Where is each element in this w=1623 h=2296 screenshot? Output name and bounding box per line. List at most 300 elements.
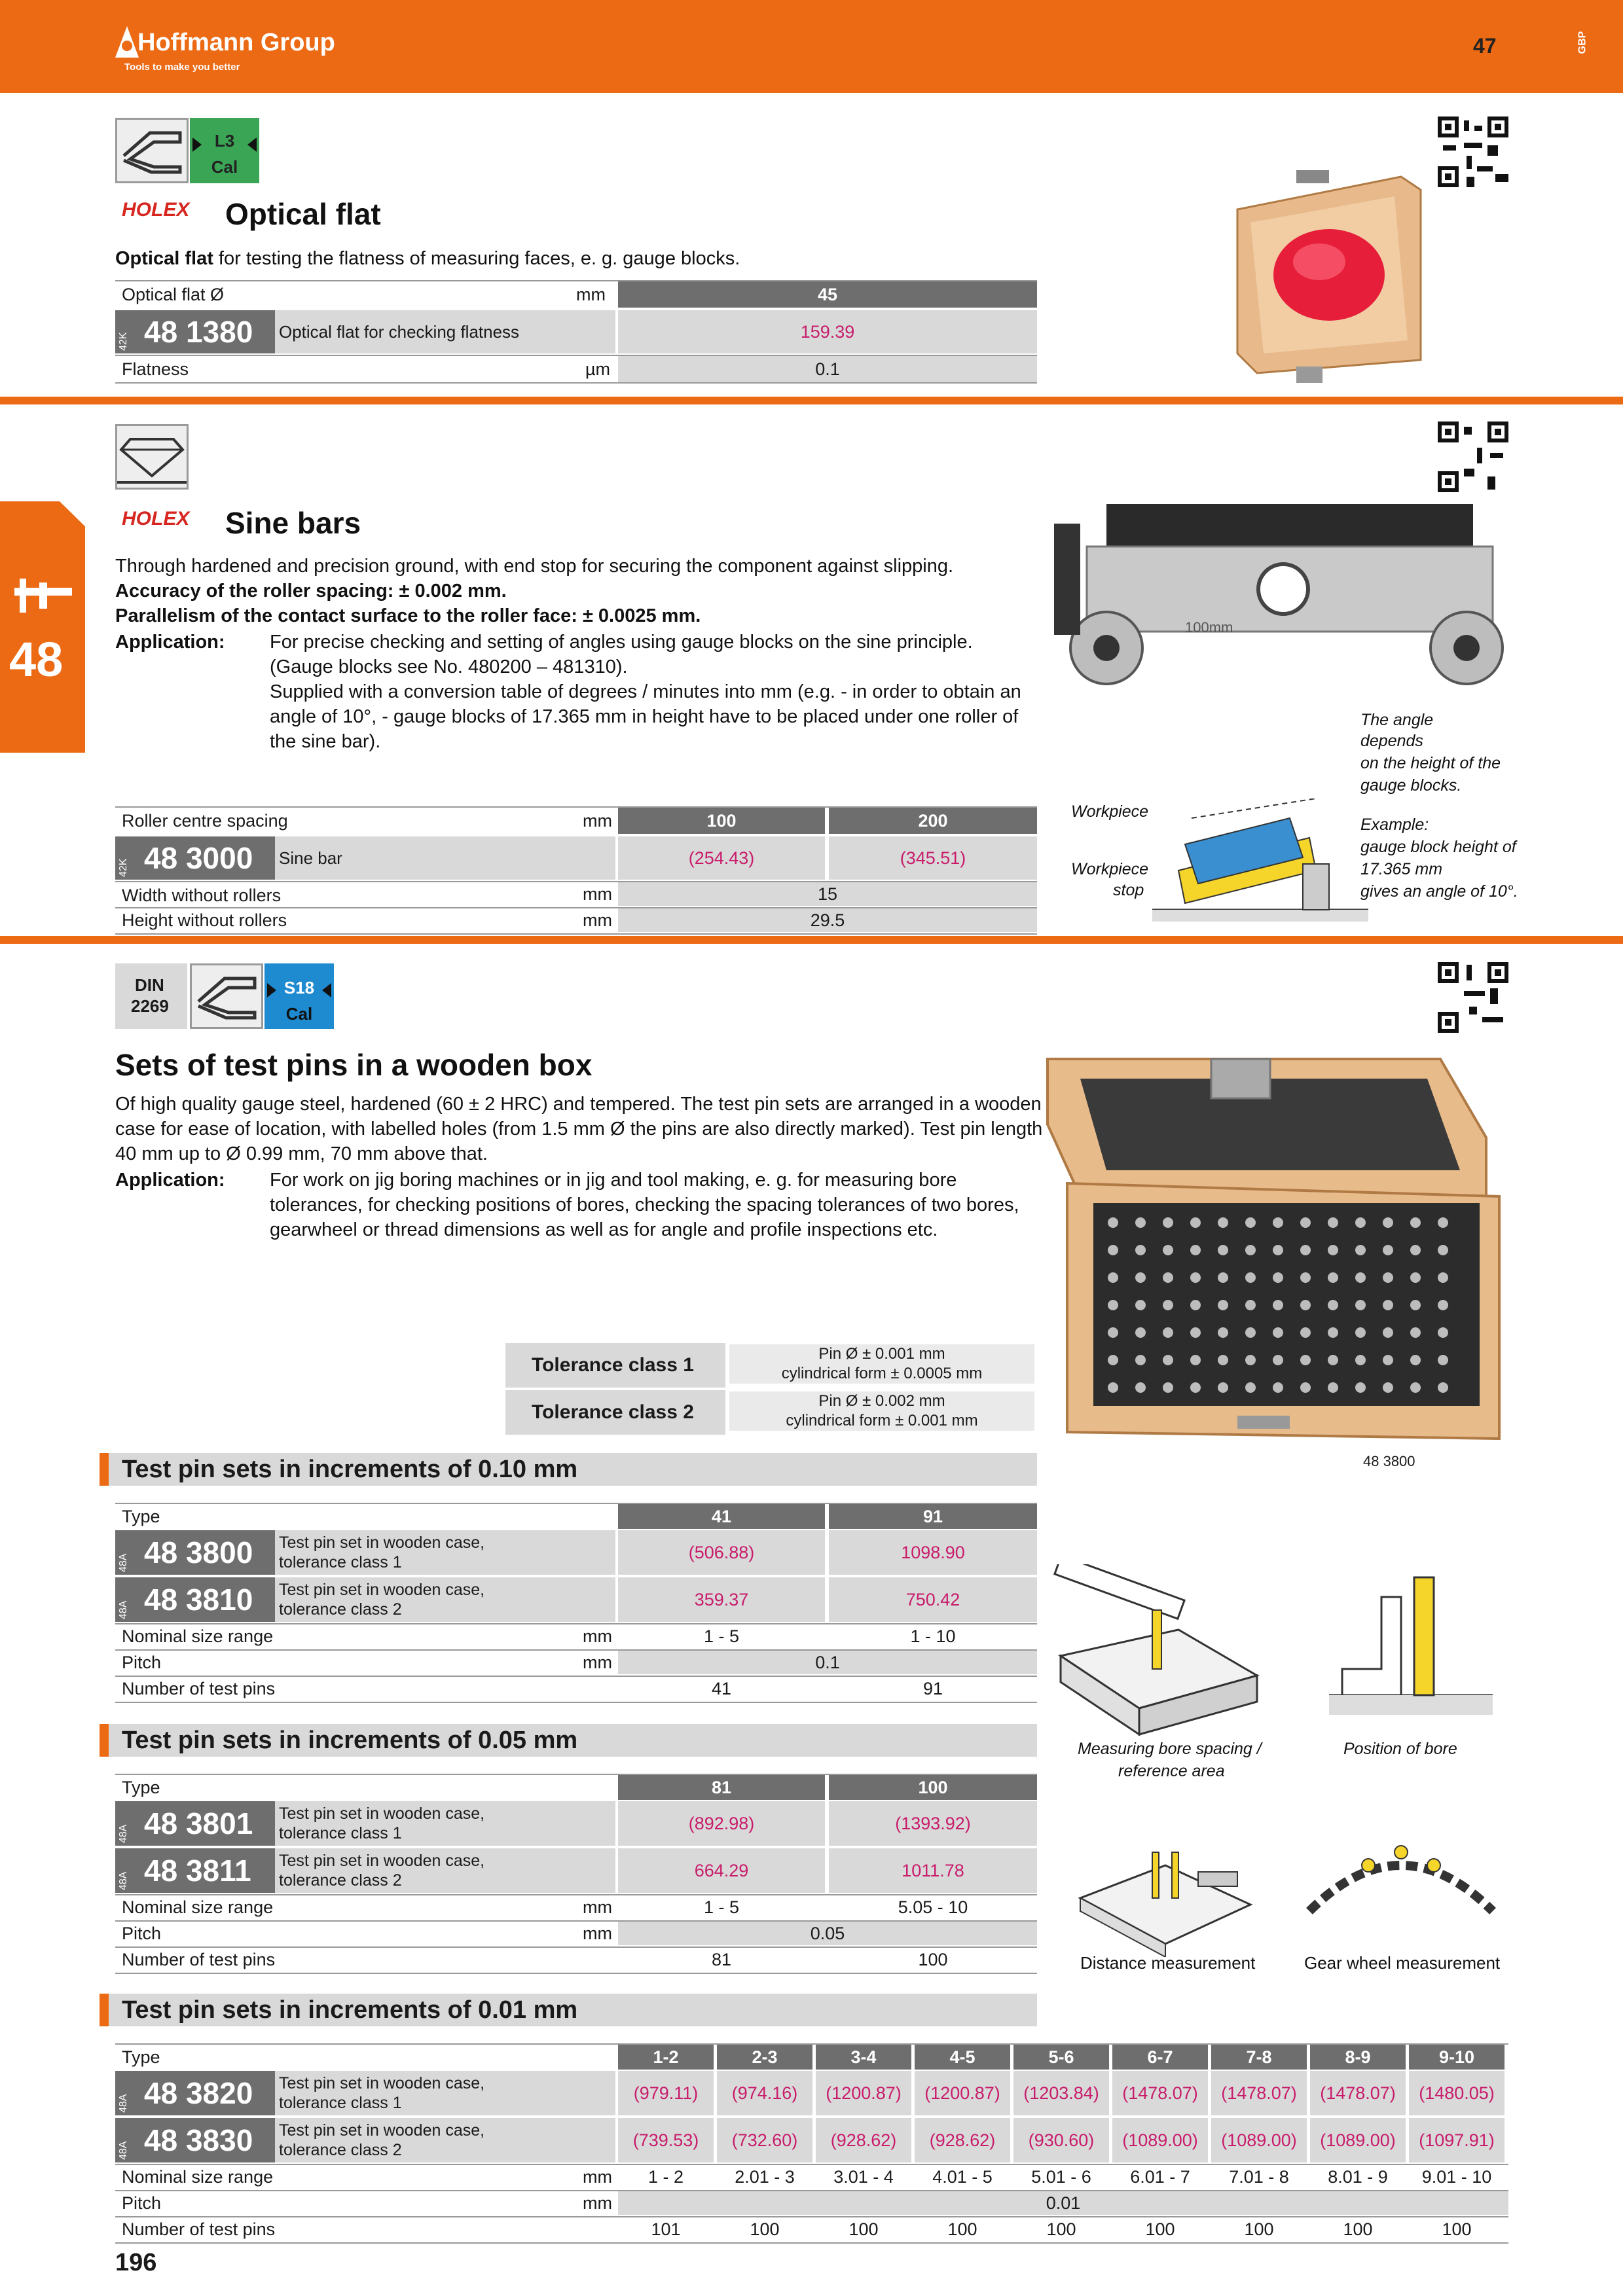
article-price[interactable]: (928.62) <box>816 2118 911 2162</box>
spec-value: 0.01 <box>618 2191 1508 2215</box>
caption-bore-position: Position of bore <box>1343 1740 1457 1758</box>
type-header: 91 <box>829 1504 1037 1529</box>
spec-label: Pitch <box>122 2193 162 2213</box>
spec-label: Width without rollers <box>122 885 282 905</box>
type-header: 41 <box>618 1504 825 1529</box>
test-pin <box>1410 1382 1421 1393</box>
din-number: 2269 <box>131 996 169 1016</box>
application-line: gearwheel or thread dimensions as well as for angle and profile inspections etc. <box>270 1219 938 1240</box>
test-pin <box>1410 1217 1421 1228</box>
article-desc <box>275 1848 615 1893</box>
type-header: 2-3 <box>717 2045 812 2070</box>
caption-gear: Gear wheel measurement <box>1304 1953 1501 1973</box>
article-desc-line: Test pin set in wooden case, <box>279 1804 485 1823</box>
spec-unit: mm <box>583 2166 612 2187</box>
arrow-markers-icon <box>190 135 259 154</box>
article-price[interactable]: (1480.05) <box>1409 2071 1504 2115</box>
test-pin <box>1245 1217 1256 1228</box>
test-pin <box>1438 1327 1448 1338</box>
badge-top-label: L3 <box>196 131 253 151</box>
test-pin <box>1218 1272 1228 1283</box>
application-line: Supplied with a conversion table of degrees / minutes into mm (e.g. - in order to obtain an <box>270 681 1021 702</box>
brand-name: Hoffmann Group <box>137 29 335 56</box>
article-price[interactable]: (974.16) <box>717 2071 812 2115</box>
caption-example: gives an angle of 10°. <box>1360 882 1518 901</box>
spec-label: Nominal size range <box>122 1897 274 1917</box>
desc-text: for testing the flatness of measuring faces, e. g. gauge blocks. <box>213 248 740 269</box>
spec-value: 100 <box>1145 2219 1175 2239</box>
sine-bar-image <box>1041 484 1512 694</box>
article-price[interactable]: 159.39 <box>618 310 1037 353</box>
diamond-icon <box>115 424 189 490</box>
test-pin <box>1245 1327 1256 1338</box>
test-pin <box>1190 1300 1201 1310</box>
test-pin <box>1190 1327 1201 1338</box>
spec-label: Number of test pins <box>122 1678 276 1698</box>
article-desc-line: Test pin set in wooden case, <box>279 2121 485 2140</box>
spec-value: 100 <box>750 2219 780 2239</box>
spec-value: 7.01 - 8 <box>1229 2166 1289 2187</box>
article-desc <box>275 2071 615 2115</box>
test-pin <box>1218 1382 1228 1393</box>
test-pin <box>1163 1300 1173 1310</box>
test-pin <box>1383 1355 1393 1365</box>
spec-value: 100 <box>918 1949 948 1969</box>
application-line: For work on jig boring machines or in jig and tool making, e. g. for measuring bore <box>270 1170 957 1191</box>
article-price[interactable]: (1089.00) <box>1112 2118 1208 2162</box>
spec-value: 1 - 5 <box>703 1626 740 1646</box>
test-pin <box>1273 1245 1283 1255</box>
spec-value: 1 - 5 <box>703 1897 740 1917</box>
caption-distance: Distance measurement <box>1080 1953 1256 1973</box>
article-price[interactable]: 1011.78 <box>829 1848 1037 1893</box>
test-pin <box>1438 1355 1448 1365</box>
test-pin <box>1163 1355 1173 1365</box>
article-price[interactable]: (1097.91) <box>1409 2118 1504 2162</box>
test-pin <box>1135 1272 1146 1283</box>
holex-logo: HOLEX <box>122 508 190 529</box>
article-price[interactable]: (506.88) <box>618 1530 825 1575</box>
spec-unit: mm <box>576 284 606 304</box>
article-desc: Optical flat for checking flatness <box>275 310 615 353</box>
article-price[interactable]: (732.60) <box>717 2118 812 2162</box>
tolerance-form: cylindrical form ± 0.001 mm <box>786 1412 978 1429</box>
test-pin <box>1300 1327 1311 1338</box>
test-pin <box>1245 1382 1256 1393</box>
caption-workpiece-stop: Workpiece <box>1071 860 1149 878</box>
spec-value: 6.01 - 7 <box>1130 2166 1190 2187</box>
subsection-heading: Test pin sets in increments of 0.10 mm <box>100 1453 1037 1486</box>
test-pin <box>1108 1327 1118 1338</box>
bore-spacing-illustration <box>1048 1564 1264 1741</box>
spec-label: Height without rollers <box>122 910 287 930</box>
article-price[interactable]: (1393.92) <box>829 1801 1037 1846</box>
spec-value: 81 <box>711 1949 732 1969</box>
type-header: 9-10 <box>1409 2045 1504 2070</box>
article-desc-line: Test pin set in wooden case, <box>279 1581 485 1599</box>
size-header: 200 <box>829 808 1037 834</box>
spec-unit: mm <box>583 810 612 831</box>
application-label: Application: <box>115 632 225 653</box>
test-pin-box-image <box>1041 1052 1512 1445</box>
test-pin <box>1383 1327 1393 1338</box>
subsection-heading: Test pin sets in increments of 0.05 mm <box>100 1724 1037 1757</box>
desc-line: case for ease of location, with labelled holes (from 1.5 mm Ø the pins are also directly marked). Test pin length <box>115 1119 1043 1139</box>
test-pin <box>1300 1382 1311 1393</box>
test-pin <box>1355 1245 1366 1255</box>
test-pin <box>1245 1355 1256 1365</box>
spec-value: 101 <box>651 2219 681 2239</box>
article-prefix: 48A <box>118 1871 129 1890</box>
test-pin <box>1355 1355 1366 1365</box>
type-header: 81 <box>618 1775 825 1800</box>
article-price[interactable]: (930.60) <box>1013 2118 1109 2162</box>
type-header: 3-4 <box>816 2045 911 2070</box>
tolerance-class-label: Tolerance class 1 <box>505 1343 725 1388</box>
article-price[interactable]: (892.98) <box>618 1801 825 1846</box>
article-prefix: 48A <box>118 1553 129 1572</box>
test-pin <box>1245 1300 1256 1310</box>
caption-example: gauge block height of <box>1360 838 1516 856</box>
spec-unit: mm <box>583 1626 612 1646</box>
spec-value: 1 - 2 <box>647 2166 684 2187</box>
test-pin <box>1300 1245 1311 1255</box>
brand-tagline: Tools to make you better <box>124 62 240 73</box>
spec-label: Number of test pins <box>122 1949 276 1969</box>
test-pin <box>1355 1272 1366 1283</box>
spec-value: 91 <box>922 1678 943 1698</box>
test-pin <box>1163 1327 1173 1338</box>
article-number[interactable]: 48 1380 <box>115 310 275 353</box>
gear-wheel-illustration <box>1303 1833 1499 1950</box>
caption-example: Example: <box>1360 816 1429 834</box>
article-desc: Sine bar <box>275 836 615 880</box>
desc-line-bold: Accuracy of the roller spacing: ± 0.002 mm. <box>115 581 507 601</box>
article-desc <box>275 1530 615 1575</box>
article-desc-line: Test pin set in wooden case, <box>279 2074 485 2092</box>
test-pin <box>1383 1245 1393 1255</box>
caption-example: 17.365 mm <box>1360 860 1443 878</box>
test-pin <box>1163 1217 1173 1228</box>
article-number[interactable]: 48 3820 <box>115 2071 275 2115</box>
test-pin <box>1410 1272 1421 1283</box>
spec-unit: mm <box>583 1897 612 1917</box>
article-price[interactable]: 750.42 <box>829 1577 1037 1622</box>
test-pin <box>1135 1355 1146 1365</box>
spec-value: 5.01 - 6 <box>1031 2166 1091 2187</box>
spec-label: Nominal size range <box>122 1626 274 1646</box>
test-pin <box>1410 1300 1421 1310</box>
article-desc-line: tolerance class 1 <box>279 1824 402 1842</box>
spec-unit: mm <box>583 2193 612 2213</box>
desc-line: 40 mm up to Ø 0.99 mm, 70 mm above that. <box>115 1143 488 1164</box>
caliper-icon <box>13 576 73 615</box>
caption-angle: gauge blocks. <box>1360 776 1462 795</box>
holex-logo: HOLEX <box>122 199 190 221</box>
test-pin <box>1328 1245 1338 1255</box>
test-pin <box>1328 1300 1338 1310</box>
test-pin <box>1273 1272 1283 1283</box>
spec-value: 2.01 - 3 <box>735 2166 795 2187</box>
page-number-bottom: 196 <box>115 2249 157 2276</box>
spec-value: 45 <box>618 281 1037 308</box>
test-pin <box>1355 1327 1366 1338</box>
type-label: Type <box>122 1777 160 1797</box>
spec-unit: µm <box>585 359 611 379</box>
desc-bold: Optical flat <box>115 248 213 269</box>
test-pin <box>1190 1245 1201 1255</box>
test-pin <box>1273 1382 1283 1393</box>
article-price[interactable]: (1089.00) <box>1310 2118 1406 2162</box>
article-desc-line: tolerance class 2 <box>279 2141 402 2159</box>
spec-value: 1 - 10 <box>910 1626 956 1646</box>
subsection-heading: Test pin sets in increments of 0.01 mm <box>100 1994 1037 2026</box>
article-price[interactable]: 359.37 <box>618 1577 825 1622</box>
test-pin <box>1218 1355 1228 1365</box>
article-desc-line: tolerance class 1 <box>279 1553 402 1571</box>
test-pin <box>1300 1272 1311 1283</box>
chapter-number: 48 <box>9 632 64 687</box>
test-pin <box>1438 1272 1448 1283</box>
test-pin <box>1218 1300 1228 1310</box>
qr-code[interactable] <box>1438 962 1508 1033</box>
optical-flat-image <box>1231 151 1427 393</box>
test-pin <box>1218 1327 1228 1338</box>
badge-bottom-label: Cal <box>196 157 253 177</box>
distance-measurement-illustration <box>1074 1826 1257 1957</box>
article-prefix: 48A <box>118 1600 129 1619</box>
hoffmann-logo-icon <box>115 26 139 58</box>
article-price[interactable]: (345.51) <box>829 836 1037 880</box>
spec-value: 100 <box>1244 2219 1274 2239</box>
caption-bore-spacing: reference area <box>1118 1762 1225 1780</box>
caption-angle: on the height of the <box>1360 754 1501 772</box>
tolerance-value <box>729 1344 1034 1384</box>
article-price[interactable]: (1203.84) <box>1013 2071 1109 2115</box>
section-title: Optical flat <box>225 197 381 231</box>
article-prefix: 48A <box>118 2141 129 2160</box>
article-price[interactable]: 664.29 <box>618 1848 825 1893</box>
test-pin <box>1135 1300 1146 1310</box>
spec-unit: mm <box>583 884 612 904</box>
test-pin <box>1355 1382 1366 1393</box>
test-pin <box>1300 1355 1311 1365</box>
test-pin <box>1108 1382 1118 1393</box>
test-pin <box>1438 1300 1448 1310</box>
spec-value: 100 <box>1442 2219 1472 2239</box>
article-price[interactable]: (1200.87) <box>816 2071 911 2115</box>
article-number[interactable]: 48 3830 <box>115 2118 275 2162</box>
section-divider <box>0 397 1623 404</box>
article-prefix: 42K <box>118 332 129 351</box>
qr-code[interactable] <box>1438 117 1508 187</box>
article-price[interactable]: (1478.07) <box>1310 2071 1406 2115</box>
test-pin <box>1108 1217 1118 1228</box>
article-number[interactable]: 48 3810 <box>115 1577 275 1622</box>
test-pin <box>1108 1272 1118 1283</box>
test-pin <box>1135 1327 1146 1338</box>
test-pin <box>1163 1382 1173 1393</box>
qr-code[interactable] <box>1438 422 1508 492</box>
type-label: Type <box>122 2047 160 2067</box>
test-pin <box>1438 1245 1448 1255</box>
page-number-top: 47 <box>1473 34 1497 58</box>
test-pin <box>1355 1217 1366 1228</box>
din-label: DIN <box>135 975 164 995</box>
test-pin <box>1300 1217 1311 1228</box>
spec-label: Number of test pins <box>122 2219 276 2239</box>
section-title: Sets of test pins in a wooden box <box>115 1048 593 1082</box>
test-pin <box>1328 1327 1338 1338</box>
caption-angle: The angle <box>1360 711 1434 729</box>
spec-label: Optical flat Ø <box>122 284 225 304</box>
desc-line: Of high quality gauge steel, hardened (60 ± 2 HRC) and tempered. The test pin sets are arranged in a wooden <box>115 1094 1042 1115</box>
article-desc-line: tolerance class 2 <box>279 1871 402 1890</box>
test-pin <box>1163 1245 1173 1255</box>
test-pin <box>1383 1300 1393 1310</box>
article-price[interactable]: (1478.07) <box>1211 2071 1307 2115</box>
arrow-markers-icon <box>264 980 334 1000</box>
spec-value: 3.01 - 4 <box>833 2166 894 2187</box>
test-pin <box>1190 1217 1201 1228</box>
type-header: 1-2 <box>618 2045 714 2070</box>
test-pin <box>1328 1382 1338 1393</box>
article-number[interactable]: 48 3801 <box>115 1801 275 1846</box>
article-desc-line: Test pin set in wooden case, <box>279 1534 485 1552</box>
article-price[interactable]: 1098.90 <box>829 1530 1037 1575</box>
article-desc <box>275 1577 615 1622</box>
caption-workpiece-stop: stop <box>1113 881 1144 899</box>
article-prefix: 48A <box>118 2094 129 2113</box>
test-pin <box>1300 1300 1311 1310</box>
test-pin <box>1135 1217 1146 1228</box>
spec-value: 8.01 - 9 <box>1328 2166 1388 2187</box>
spec-value: 29.5 <box>618 908 1037 932</box>
article-price[interactable]: (1478.07) <box>1112 2071 1208 2115</box>
application-label: Application: <box>115 1170 225 1191</box>
article-number[interactable]: 48 3811 <box>115 1848 275 1893</box>
spec-value: 100 <box>947 2219 977 2239</box>
spec-value: 5.05 - 10 <box>898 1897 968 1917</box>
article-desc <box>275 2118 615 2162</box>
spec-value: 100 <box>1343 2219 1373 2239</box>
test-pin <box>1273 1300 1283 1310</box>
desc-line: Through hardened and precision ground, with end stop for securing the component against slipping. <box>115 556 954 577</box>
test-pin <box>1383 1382 1393 1393</box>
gauge-block-icon <box>190 963 263 1029</box>
test-pin <box>1438 1217 1448 1228</box>
test-pin <box>1245 1245 1256 1255</box>
article-price[interactable]: (254.43) <box>618 836 825 880</box>
section-title: Sine bars <box>225 506 361 540</box>
test-pin <box>1410 1245 1421 1255</box>
article-number[interactable]: 48 3000 <box>115 836 275 880</box>
test-pin <box>1273 1217 1283 1228</box>
type-header: 5-6 <box>1013 2045 1109 2070</box>
test-pin <box>1410 1327 1421 1338</box>
spec-value: 0.1 <box>618 356 1037 382</box>
article-desc-line: tolerance class 2 <box>279 1600 402 1619</box>
spec-unit: mm <box>583 1923 612 1943</box>
article-prefix: 42K <box>118 858 129 877</box>
bore-position-illustration <box>1329 1564 1493 1728</box>
spec-label: Flatness <box>122 359 189 379</box>
spec-unit: mm <box>583 1652 612 1672</box>
caption-angle: depends <box>1360 732 1423 750</box>
spec-value: 9.01 - 10 <box>1421 2166 1492 2187</box>
tolerance-pin: Pin Ø ± 0.001 mm <box>818 1345 945 1363</box>
caption-bore-spacing: Measuring bore spacing / <box>1078 1740 1262 1758</box>
test-pin <box>1190 1272 1201 1283</box>
type-header: 4-5 <box>915 2045 1010 2070</box>
badge-top-label: S18 <box>271 978 327 997</box>
spec-label: Pitch <box>122 1652 162 1672</box>
article-price[interactable]: (1089.00) <box>1211 2118 1307 2162</box>
tolerance-class-label: Tolerance class 2 <box>505 1390 725 1435</box>
article-number[interactable]: 48 3800 <box>115 1530 275 1575</box>
image-caption: 48 3800 <box>1363 1453 1415 1469</box>
test-pin <box>1328 1272 1338 1283</box>
article-price[interactable]: (928.62) <box>915 2118 1010 2162</box>
test-pin <box>1410 1355 1421 1365</box>
test-pin <box>1245 1272 1256 1283</box>
test-pin <box>1218 1245 1228 1255</box>
badge-bottom-label: Cal <box>271 1004 327 1024</box>
caption-workpiece: Workpiece <box>1071 802 1149 821</box>
test-pin <box>1383 1217 1393 1228</box>
test-pin <box>1438 1382 1448 1393</box>
spec-value: 0.1 <box>618 1651 1037 1674</box>
spec-value: 0.05 <box>618 1922 1037 1945</box>
test-pin <box>1328 1217 1338 1228</box>
gauge-block-icon <box>115 118 189 183</box>
test-pin <box>1273 1355 1283 1365</box>
test-pin <box>1108 1245 1118 1255</box>
article-price[interactable]: (1200.87) <box>915 2071 1010 2115</box>
tolerance-value <box>729 1391 1034 1431</box>
type-header: 6-7 <box>1112 2045 1208 2070</box>
spec-value: 4.01 - 5 <box>932 2166 993 2187</box>
test-pin <box>1108 1300 1118 1310</box>
application-line: the sine bar). <box>270 731 381 752</box>
type-header: 100 <box>829 1775 1037 1800</box>
test-pin <box>1355 1300 1366 1310</box>
tolerance-pin: Pin Ø ± 0.002 mm <box>818 1392 945 1410</box>
spec-unit: mm <box>583 910 612 930</box>
article-price[interactable]: (739.53) <box>618 2118 714 2162</box>
spec-value: 100 <box>1046 2219 1076 2239</box>
region-code: GBP <box>1577 31 1588 54</box>
spec-label: Pitch <box>122 1923 162 1943</box>
application-line: For precise checking and setting of angles using gauge blocks on the sine principle. <box>270 632 973 653</box>
tolerance-form: cylindrical form ± 0.0005 mm <box>781 1365 983 1382</box>
section-divider <box>0 936 1623 944</box>
application-line: tolerances, for checking positions of bores, checking the spacing tolerances of two bores, <box>270 1194 1019 1215</box>
test-pin <box>1108 1355 1118 1365</box>
size-header: 100 <box>618 808 825 834</box>
spec-value: 15 <box>618 882 1037 906</box>
test-pin <box>1163 1272 1173 1283</box>
test-pin <box>1383 1272 1393 1283</box>
article-price[interactable]: (979.11) <box>618 2071 714 2115</box>
test-pin <box>1135 1382 1146 1393</box>
article-prefix: 48A <box>118 1824 129 1843</box>
article-desc-line: Test pin set in wooden case, <box>279 1852 485 1870</box>
sine-principle-diagram <box>1152 798 1368 923</box>
spec-label: Nominal size range <box>122 2166 274 2187</box>
spec-value: 41 <box>711 1678 732 1698</box>
chapter-tab <box>0 501 85 753</box>
